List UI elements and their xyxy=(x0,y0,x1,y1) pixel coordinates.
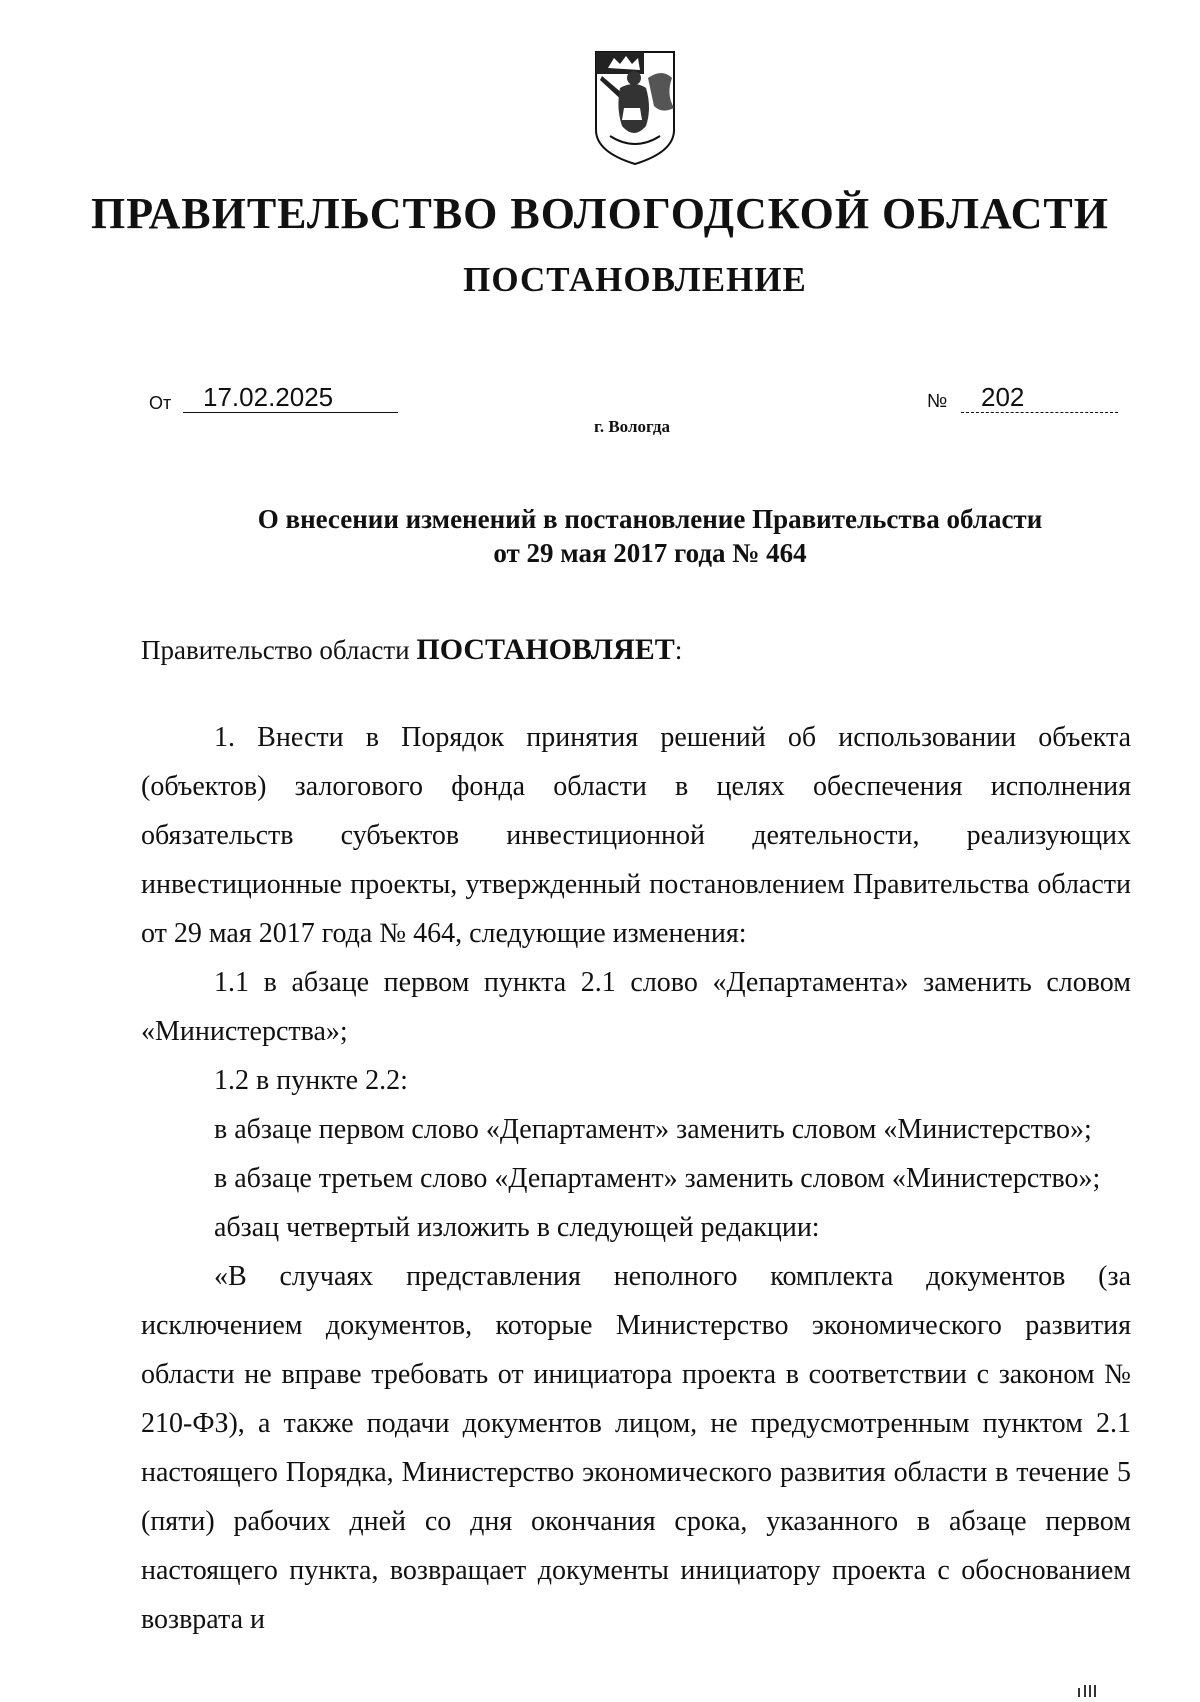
preamble-text: Правительство области xyxy=(141,635,410,665)
city: г. Вологда xyxy=(594,417,670,436)
paragraph: 1. Внести в Порядок принятия решений об использовании объекта (объектов) залогового фонда области в целях обеспечения исполнения обязательств субъектов инвестиционной деятельности, реализующих инвестиционные проекты, утвержденный постановлением Правительства области от 29 мая 2017 года № 464, следующие изменения: xyxy=(141,722,1131,949)
document-type-heading: ПОСТАНОВЛЕНИЕ xyxy=(463,260,807,299)
paragraph: 1.1 в абзаце первом пункта 2.1 слово «Департамента» заменить словом «Министерства»; xyxy=(141,967,1131,1047)
document-title xyxy=(150,502,1150,570)
number-prefix: № xyxy=(927,391,948,412)
scan-artifact-icon xyxy=(1068,1682,1128,1697)
preamble-colon: : xyxy=(674,635,683,665)
paragraph: 1.2 в пункте 2.2: xyxy=(214,1065,408,1096)
paragraph: абзац четвертый изложить в следующей редакции: xyxy=(214,1212,820,1243)
document-body xyxy=(141,713,1131,1644)
paragraph: в абзаце третьем слово «Департамент» заменить словом «Министерство»; xyxy=(214,1163,1101,1194)
title-line-1: О внесении изменений в постановление Правительства области xyxy=(257,504,1043,534)
paragraph: «В случаях представления неполного комплекта документов (за исключением документов, которые Министерство экономического развития области не вправе требовать от инициатора проекта в соответствии с законом № 210-ФЗ), а также подачи документов лицом, не предусмотренным пунктом 2.1 настоящего Порядка, Министерство экономического развития области в течение 5 (пяти) рабочих дней со дня окончания срока, указанного в абзаце первом настоящего пункта, возвращает документы инициатору проекта с обоснованием возврата и xyxy=(141,1261,1131,1635)
title-line-2: от 29 мая 2017 года № 464 xyxy=(493,538,807,568)
document-number: 202 xyxy=(961,382,1118,413)
organization-heading: ПРАВИТЕЛЬСТВО ВОЛОГОДСКОЙ ОБЛАСТИ xyxy=(91,189,1109,238)
document-date: 17.02.2025 xyxy=(183,382,398,413)
preamble-verb: ПОСТАНОВЛЯЕТ xyxy=(416,633,675,666)
date-prefix: От xyxy=(149,393,172,413)
paragraph: в абзаце первом слово «Департамент» заменить словом «Министерство»; xyxy=(214,1114,1092,1145)
preamble xyxy=(141,633,682,667)
coat-of-arms-icon xyxy=(590,48,680,168)
